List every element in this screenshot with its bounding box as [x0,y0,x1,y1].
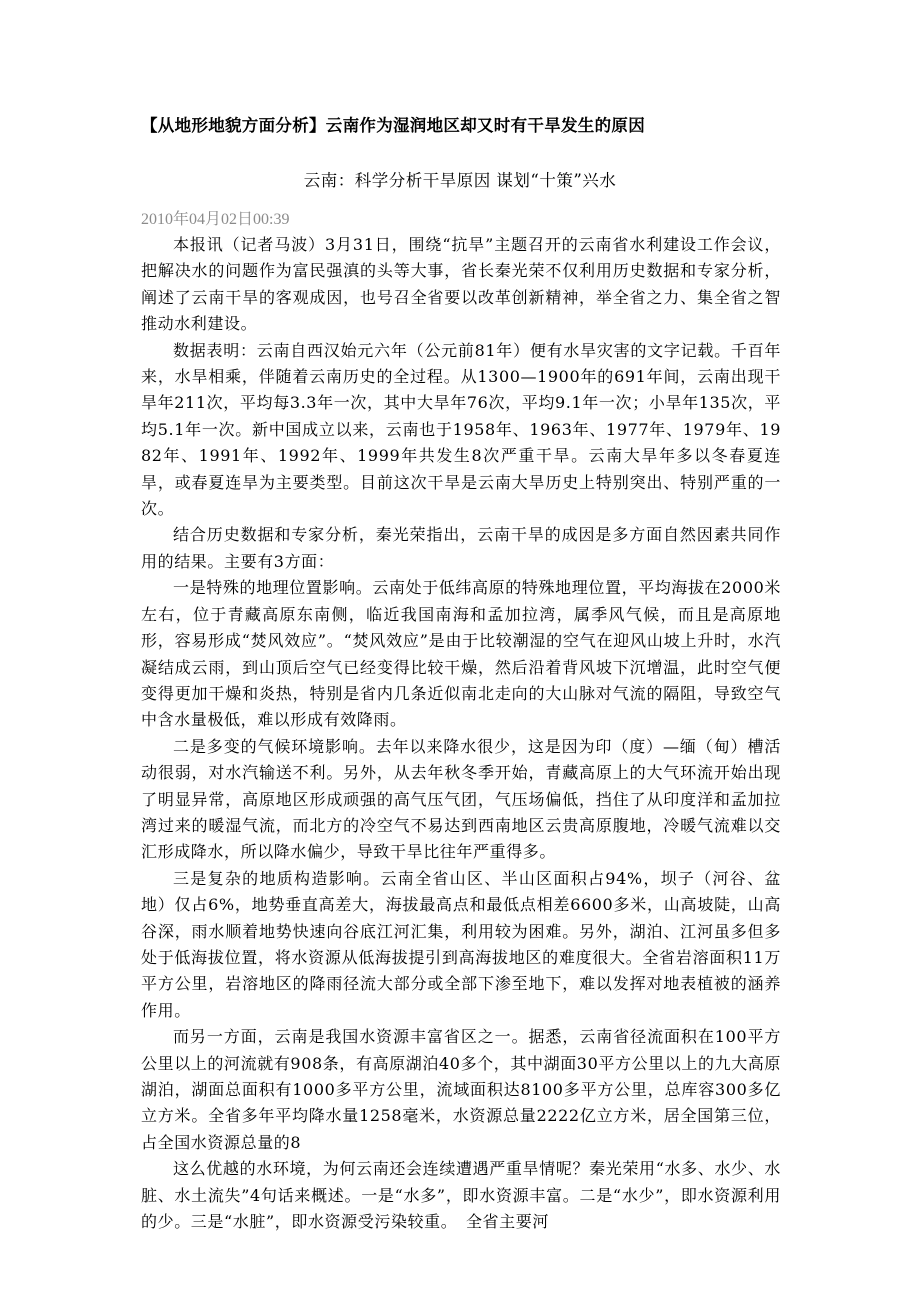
paragraph: 结合历史数据和专家分析，秦光荣指出，云南干旱的成因是多方面自然因素共同作用的结果。主要有3方面： [141,525,781,571]
paragraph: 二是多变的气候环境影响。去年以来降水很少，这是因为印（度）—缅（甸）槽活动很弱，对水汽输送不利。另外，从去年秋冬季开始，青藏高原上的大气环流开始出现了明显异常，高原地区形成顽强的高气压气团，气压场偏低，挡住了从印度洋和孟加拉湾过来的暖湿气流，而北方的冷空气不易达到西南地区云贵高原腹地，冷暖气流难以交汇形成降水，所以降水偏少，导致干旱比往年严重得多。 [141,736,781,862]
paragraph: 数据表明：云南自西汉始元六年（公元前81年）便有水旱灾害的文字记载。千百年来，水旱相乘，伴随着云南历史的全过程。从1300—1900年的691年间，云南出现干旱年211次，平均每3.3年一次，其中大旱年76次，平均9.1年一次；小旱年135次，平均5.1年一次。新中国成立以来，云南也于1958年、1963年、1977年、1979年、1982年、1991年、1992年、1999年共发生8次严重干旱。云南大旱年多以冬春夏连旱，或春夏连旱为主要类型。目前这次干旱是云南大旱历史上特别突出、特别严重的一次。 [141,340,781,519]
paragraph: 这么优越的水环境，为何云南还会连续遭遇严重旱情呢？秦光荣用“水多、水少、水脏、水土流失”4句话来概述。一是“水多”，即水资源丰富。二是“水少”，即水资源利用的少。三是“水脏”，即水资源受污染较重。 全省主要河 [141,1159,781,1232]
paragraph: 而另一方面，云南是我国水资源丰富省区之一。据悉，云南省径流面积在100平方公里以上的河流就有908条，有高原湖泊40多个，其中湖面30平方公里以上的九大高原湖泊，湖面总面积有1000多平方公里，流域面积达8100多平方公里，总库容300多亿立方米。全省多年平均降水量1258毫米，水资源总量2222亿立方米，居全国第三位，占全国水资源总量的8 [141,1027,781,1152]
paragraph: 一是特殊的地理位置影响。云南处于低纬高原的特殊地理位置，平均海拔在2000米左右，位于青藏高原东南侧，临近我国南海和孟加拉湾，属季风气候，而且是高原地形，容易形成“焚风效应”。“焚风效应”是由于比较潮湿的空气在迎风山坡上升时，水汽凝结成云雨，到山顶后空气已经变得比较干燥，然后沿着背风坡下沉增温，此时空气便变得更加干燥和炎热，特别是省内几条近似南北走向的大山脉对气流的隔阻，导致空气中含水量极低，难以形成有效降雨。 [141,578,781,730]
article-body [141,232,781,1235]
article-headline: 云南：科学分析干旱原因 谋划“十策”兴水 [303,171,617,190]
publish-date: 2010年04月02日00:39 [141,211,290,228]
paragraph: 三是复杂的地质构造影响。云南全省山区、半山区面积占94%，坝子（河谷、盆地）仅占6%，地势垂直高差大，海拔最高点和最低点相差6600多米，山高坡陡，山高谷深，雨水顺着地势快速向谷底江河汇集，利用较为困难。另外，湖泊、江河虽多但多处于低海拔位置，将水资源从低海拔提引到高海拔地区的难度很大。全省岩溶面积11万平方公里，岩溶地区的降雨径流大部分或全部下渗至地下，难以发挥对地表植被的涵养作用。 [141,868,781,1020]
paragraph: 本报讯（记者马波）3月31日，围绕“抗旱”主题召开的云南省水利建设工作会议，把解决水的问题作为富民强滇的头等大事，省长秦光荣不仅利用历史数据和专家分析，阐述了云南干旱的客观成因，也号召全省要以改革创新精神，举全省之力、集全省之智推动水利建设。 [141,235,781,334]
document-title: 【从地形地貌方面分析】云南作为湿润地区却又时有干旱发生的原因 [141,116,645,135]
